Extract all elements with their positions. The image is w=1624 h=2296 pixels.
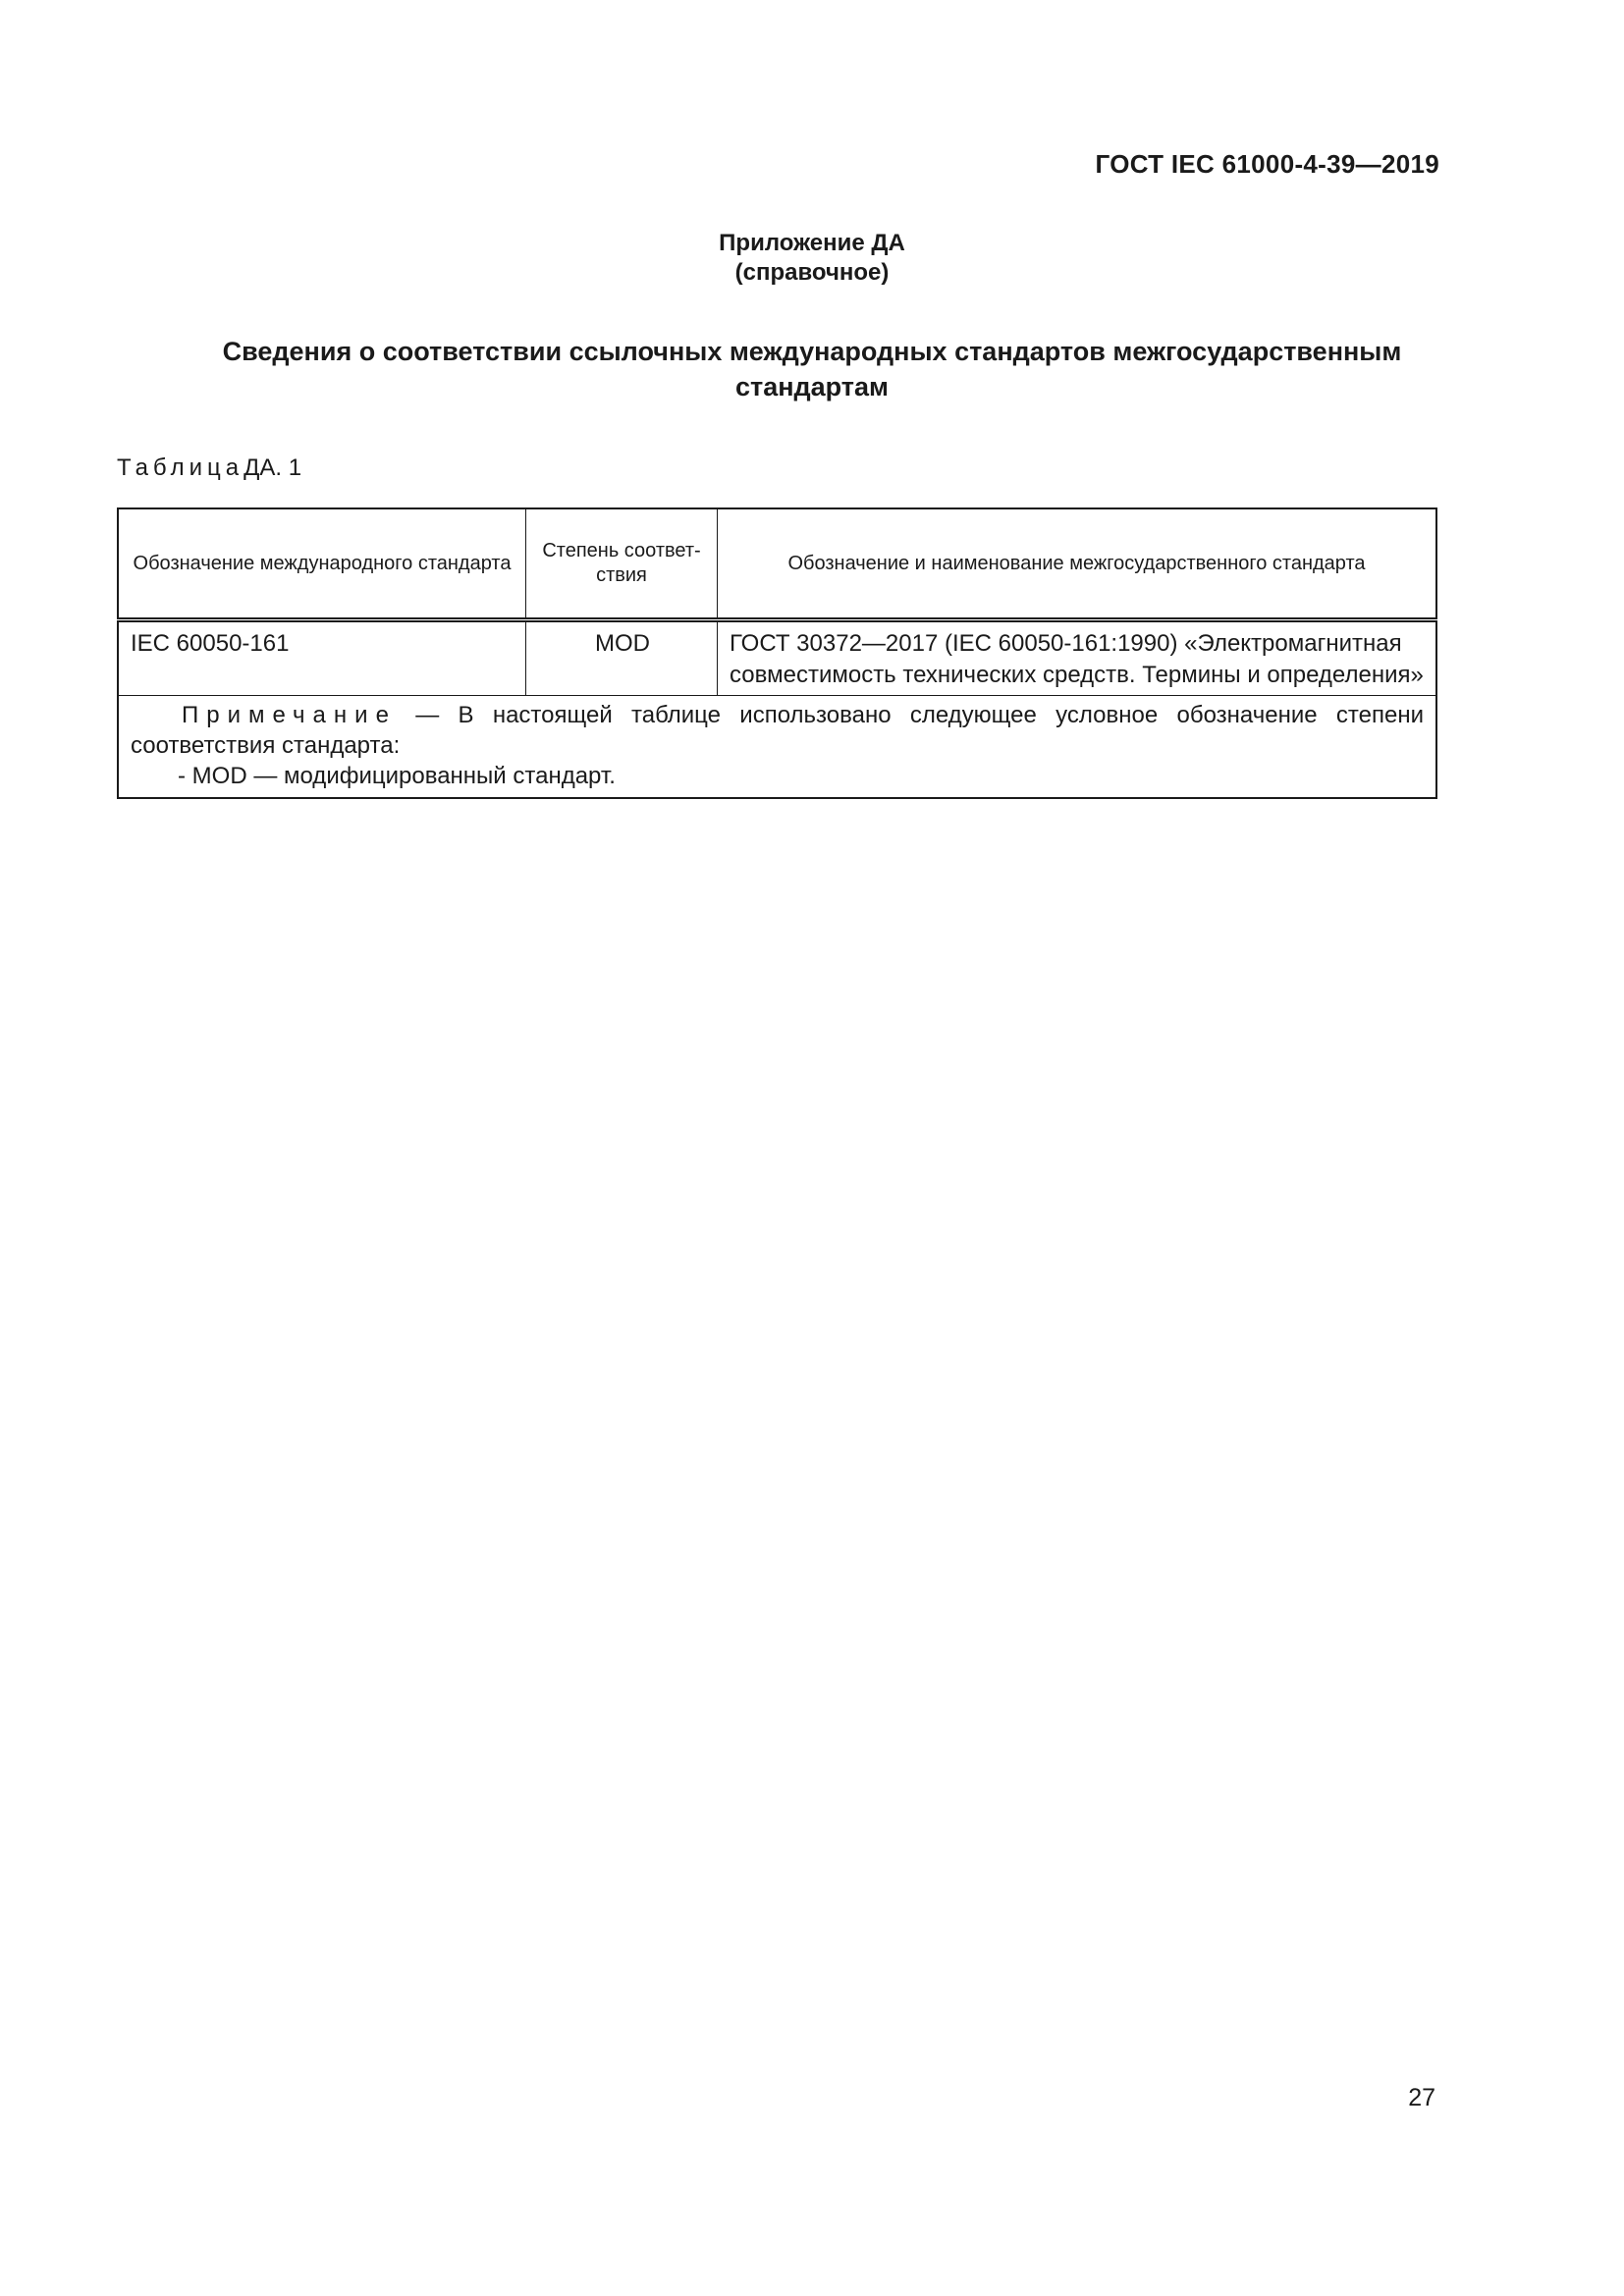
page-number: 27 bbox=[1408, 2084, 1435, 2111]
cell-degree: MOD bbox=[526, 620, 718, 696]
note-item: - MOD — модифицированный стандарт. bbox=[178, 763, 616, 789]
appendix-title: Приложение ДА bbox=[719, 230, 905, 256]
table-header-row bbox=[118, 508, 1436, 620]
note-text: — В настоящей таблице использовано следующее условное обозначение степени соответствия стандарта: bbox=[131, 702, 1424, 759]
table-caption-word: Таблица bbox=[117, 454, 244, 481]
header-intl-standard: Обозначение международного стандарта bbox=[118, 508, 526, 620]
table-caption bbox=[117, 454, 301, 482]
note-label: Примечание bbox=[182, 702, 397, 728]
section-title: Сведения о соответствии ссылочных международных стандартов межгосударственным стандартам bbox=[222, 337, 1402, 401]
table-note-row bbox=[118, 696, 1436, 799]
cell-national-standard: ГОСТ 30372—2017 (IEC 60050-161:1990) «Электромагнитная совместимость технических средств. Термины и определения» bbox=[718, 620, 1437, 696]
header-national-standard: Обозначение и наименование межгосударственного стандарта bbox=[718, 508, 1437, 620]
table-note bbox=[118, 696, 1436, 799]
appendix-heading bbox=[0, 229, 1624, 288]
table-caption-number: ДА. 1 bbox=[244, 454, 302, 481]
header-degree: Степень соответ-ствия bbox=[526, 508, 718, 620]
document-code: ГОСТ IEC 61000-4-39—2019 bbox=[1095, 149, 1439, 179]
table-row bbox=[118, 620, 1436, 696]
standards-table bbox=[117, 507, 1437, 799]
cell-intl-standard: IEC 60050-161 bbox=[118, 620, 526, 696]
appendix-type: (справочное) bbox=[734, 259, 890, 286]
